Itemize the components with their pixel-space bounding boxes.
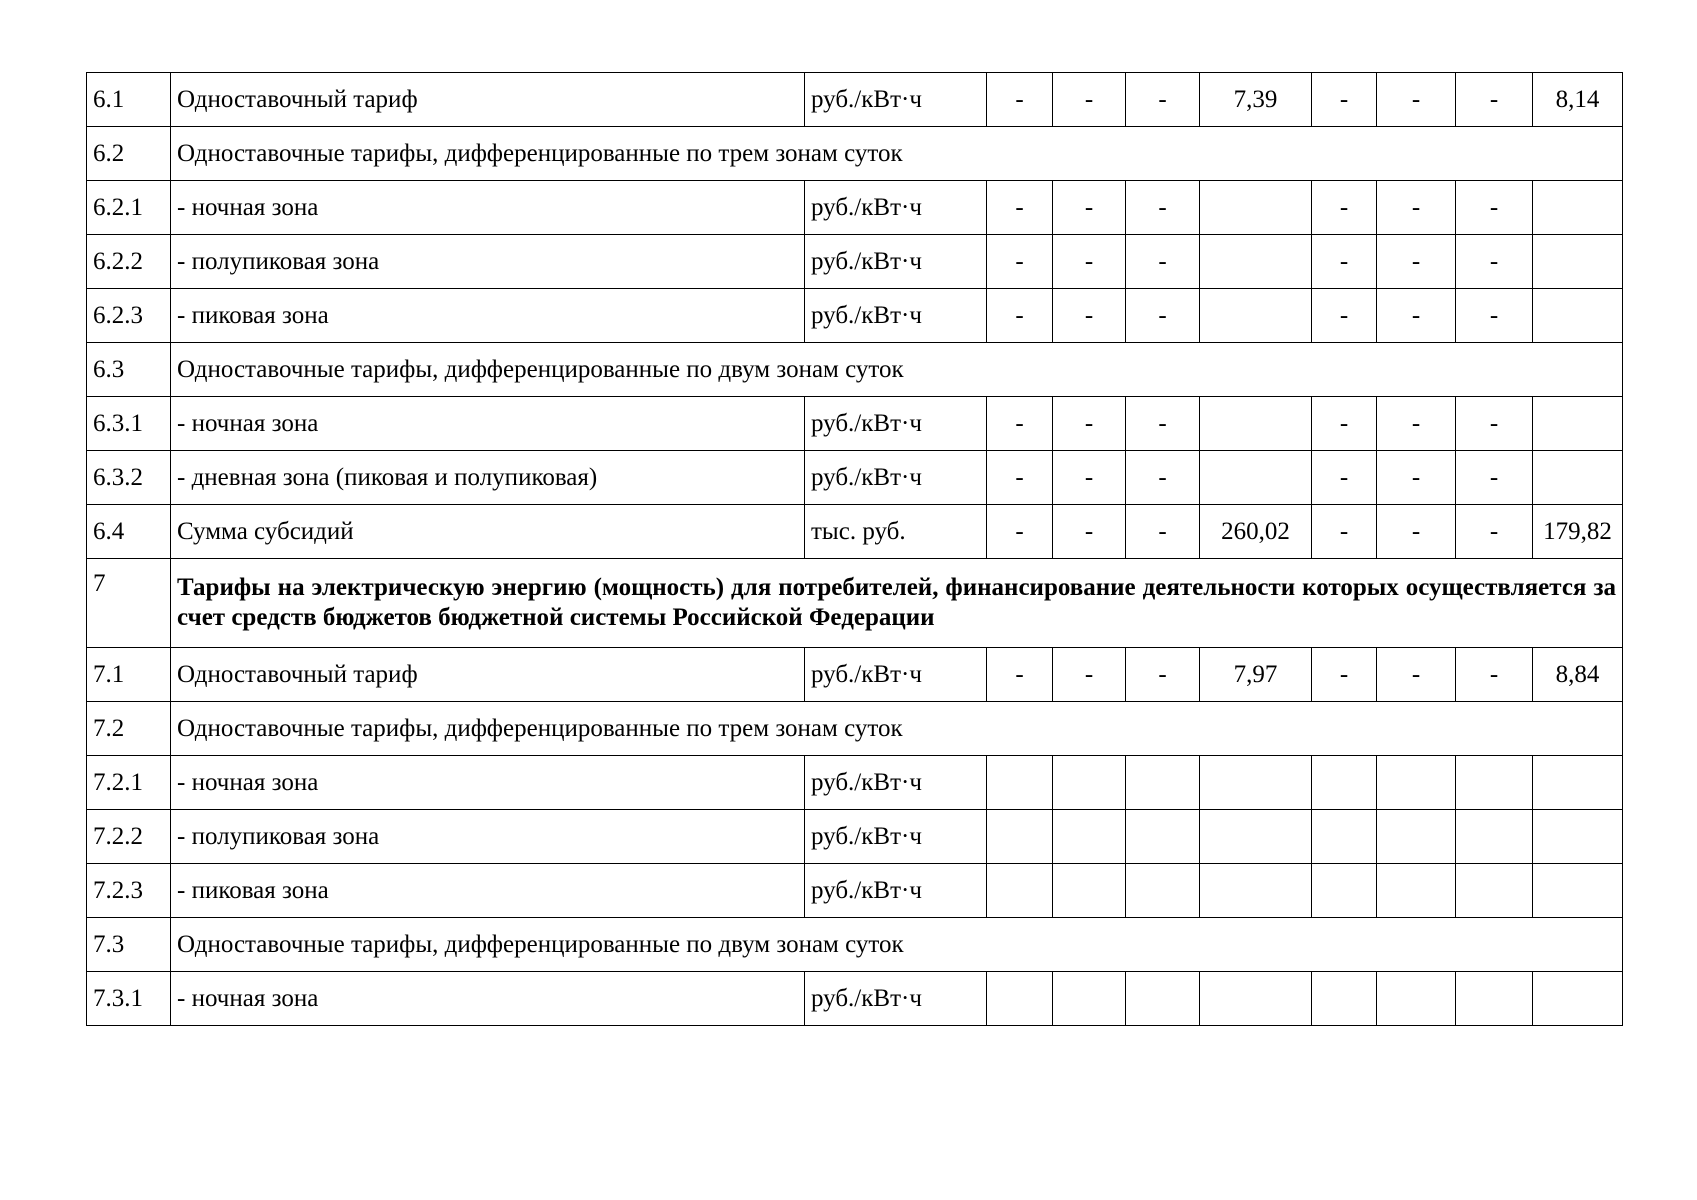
row-number: 7.1 — [87, 648, 171, 702]
row-name: Одноставочный тариф — [171, 73, 805, 127]
row-number: 7 — [87, 559, 171, 648]
value-cell: 7,39 — [1200, 73, 1312, 127]
value-cell — [1533, 397, 1623, 451]
table-section-row — [87, 918, 1623, 972]
row-number: 6.2.3 — [87, 289, 171, 343]
subsection-title: Одноставочные тарифы, дифференцированные по трем зонам суток — [171, 127, 1623, 181]
value-cell: - — [1053, 289, 1126, 343]
value-cell — [1533, 864, 1623, 918]
value-cell: - — [987, 648, 1053, 702]
value-cell — [1200, 289, 1312, 343]
row-number: 7.2.1 — [87, 756, 171, 810]
subsection-title: Одноставочные тарифы, дифференцированные по трем зонам суток — [171, 702, 1623, 756]
value-cell — [1053, 756, 1126, 810]
value-cell — [987, 810, 1053, 864]
value-cell — [1053, 810, 1126, 864]
value-cell — [1377, 972, 1456, 1026]
row-unit: руб./кВт·ч — [805, 235, 987, 289]
value-cell: - — [1312, 648, 1377, 702]
row-number: 7.2.2 — [87, 810, 171, 864]
subsection-title: Одноставочные тарифы, дифференцированные по двум зонам суток — [171, 918, 1623, 972]
value-cell: - — [987, 235, 1053, 289]
row-unit: руб./кВт·ч — [805, 397, 987, 451]
value-cell — [1533, 756, 1623, 810]
value-cell: - — [1377, 397, 1456, 451]
value-cell: - — [1456, 289, 1533, 343]
row-number: 6.3.2 — [87, 451, 171, 505]
value-cell: - — [1126, 451, 1200, 505]
subsection-title: Одноставочные тарифы, дифференцированные по двум зонам суток — [171, 343, 1623, 397]
value-cell — [1456, 864, 1533, 918]
value-cell — [1200, 810, 1312, 864]
row-number: 6.1 — [87, 73, 171, 127]
row-unit: руб./кВт·ч — [805, 864, 987, 918]
value-cell: - — [1312, 451, 1377, 505]
value-cell: 7,97 — [1200, 648, 1312, 702]
row-name: Сумма субсидий — [171, 505, 805, 559]
value-cell — [1200, 972, 1312, 1026]
value-cell: - — [1053, 181, 1126, 235]
value-cell — [1126, 756, 1200, 810]
row-unit: руб./кВт·ч — [805, 451, 987, 505]
value-cell — [1533, 289, 1623, 343]
value-cell: - — [1377, 235, 1456, 289]
value-cell — [1377, 756, 1456, 810]
row-name: Одноставочный тариф — [171, 648, 805, 702]
value-cell — [1456, 756, 1533, 810]
value-cell: 8,14 — [1533, 73, 1623, 127]
tariff-table-body — [87, 73, 1623, 1026]
table-row — [87, 648, 1623, 702]
table-row — [87, 73, 1623, 127]
value-cell — [1200, 235, 1312, 289]
row-unit: руб./кВт·ч — [805, 73, 987, 127]
table-row — [87, 451, 1623, 505]
value-cell — [987, 756, 1053, 810]
value-cell: - — [1053, 505, 1126, 559]
row-unit: тыс. руб. — [805, 505, 987, 559]
value-cell — [1126, 864, 1200, 918]
value-cell — [1200, 451, 1312, 505]
value-cell: - — [1377, 73, 1456, 127]
row-unit: руб./кВт·ч — [805, 756, 987, 810]
table-section-row — [87, 702, 1623, 756]
value-cell: - — [1456, 73, 1533, 127]
value-cell: - — [1456, 505, 1533, 559]
row-number: 6.2.1 — [87, 181, 171, 235]
section-heading: Тарифы на электрическую энергию (мощность) для потребителей, финансирование деятельности которых осуществляется за счет средств бюджетов бюджетной системы Российской Федерации — [171, 559, 1623, 648]
row-name: - полупиковая зона — [171, 810, 805, 864]
value-cell: - — [1456, 235, 1533, 289]
tariff-table — [86, 72, 1623, 1026]
value-cell — [1377, 864, 1456, 918]
value-cell — [1200, 181, 1312, 235]
value-cell: - — [1053, 397, 1126, 451]
table-row — [87, 864, 1623, 918]
row-number: 6.4 — [87, 505, 171, 559]
value-cell: - — [1312, 235, 1377, 289]
value-cell — [1533, 181, 1623, 235]
value-cell: - — [1126, 505, 1200, 559]
table-section-row — [87, 343, 1623, 397]
value-cell: - — [1377, 451, 1456, 505]
value-cell — [1200, 397, 1312, 451]
value-cell: - — [1377, 505, 1456, 559]
row-name: - ночная зона — [171, 972, 805, 1026]
row-name: - ночная зона — [171, 181, 805, 235]
row-number: 6.3.1 — [87, 397, 171, 451]
row-number: 6.2.2 — [87, 235, 171, 289]
value-cell — [1456, 972, 1533, 1026]
row-number: 7.2.3 — [87, 864, 171, 918]
value-cell — [1533, 235, 1623, 289]
value-cell: - — [1126, 235, 1200, 289]
value-cell: - — [1126, 73, 1200, 127]
value-cell — [1312, 810, 1377, 864]
value-cell — [1456, 810, 1533, 864]
value-cell — [1533, 972, 1623, 1026]
value-cell: - — [1053, 451, 1126, 505]
value-cell: 260,02 — [1200, 505, 1312, 559]
value-cell: - — [1126, 289, 1200, 343]
value-cell: - — [987, 181, 1053, 235]
value-cell — [1312, 756, 1377, 810]
value-cell: - — [1312, 505, 1377, 559]
value-cell: - — [1456, 451, 1533, 505]
value-cell: - — [987, 451, 1053, 505]
value-cell — [987, 972, 1053, 1026]
table-row — [87, 397, 1623, 451]
table-section-row — [87, 127, 1623, 181]
value-cell: - — [1126, 648, 1200, 702]
value-cell: - — [1377, 181, 1456, 235]
value-cell: - — [1312, 289, 1377, 343]
value-cell — [1200, 756, 1312, 810]
row-name: - полупиковая зона — [171, 235, 805, 289]
value-cell: - — [1126, 181, 1200, 235]
value-cell: - — [1053, 73, 1126, 127]
value-cell: - — [1312, 181, 1377, 235]
row-number: 6.3 — [87, 343, 171, 397]
value-cell — [1200, 864, 1312, 918]
table-heading-row — [87, 559, 1623, 648]
table-row — [87, 810, 1623, 864]
row-name: - дневная зона (пиковая и полупиковая) — [171, 451, 805, 505]
value-cell — [1312, 864, 1377, 918]
row-name: - ночная зона — [171, 397, 805, 451]
value-cell: - — [1312, 397, 1377, 451]
value-cell: - — [987, 73, 1053, 127]
value-cell: - — [1377, 648, 1456, 702]
table-row — [87, 756, 1623, 810]
value-cell — [1533, 451, 1623, 505]
value-cell — [1053, 864, 1126, 918]
value-cell — [987, 864, 1053, 918]
value-cell: - — [1377, 289, 1456, 343]
value-cell: - — [987, 505, 1053, 559]
row-name: - пиковая зона — [171, 864, 805, 918]
table-row — [87, 181, 1623, 235]
table-row — [87, 972, 1623, 1026]
table-row — [87, 235, 1623, 289]
table-row — [87, 289, 1623, 343]
row-unit: руб./кВт·ч — [805, 181, 987, 235]
value-cell: - — [1456, 648, 1533, 702]
value-cell — [1053, 972, 1126, 1026]
row-unit: руб./кВт·ч — [805, 810, 987, 864]
row-name: - ночная зона — [171, 756, 805, 810]
value-cell: - — [987, 289, 1053, 343]
value-cell: - — [1456, 397, 1533, 451]
value-cell — [1312, 972, 1377, 1026]
row-number: 7.2 — [87, 702, 171, 756]
value-cell — [1126, 972, 1200, 1026]
value-cell: 179,82 — [1533, 505, 1623, 559]
row-number: 7.3.1 — [87, 972, 171, 1026]
table-row — [87, 505, 1623, 559]
value-cell: - — [987, 397, 1053, 451]
value-cell: - — [1456, 181, 1533, 235]
row-unit: руб./кВт·ч — [805, 972, 987, 1026]
row-name: - пиковая зона — [171, 289, 805, 343]
value-cell: - — [1053, 235, 1126, 289]
row-unit: руб./кВт·ч — [805, 289, 987, 343]
row-unit: руб./кВт·ч — [805, 648, 987, 702]
value-cell — [1377, 810, 1456, 864]
value-cell: - — [1126, 397, 1200, 451]
row-number: 6.2 — [87, 127, 171, 181]
value-cell: 8,84 — [1533, 648, 1623, 702]
value-cell — [1126, 810, 1200, 864]
value-cell — [1533, 810, 1623, 864]
value-cell: - — [1312, 73, 1377, 127]
row-number: 7.3 — [87, 918, 171, 972]
value-cell: - — [1053, 648, 1126, 702]
